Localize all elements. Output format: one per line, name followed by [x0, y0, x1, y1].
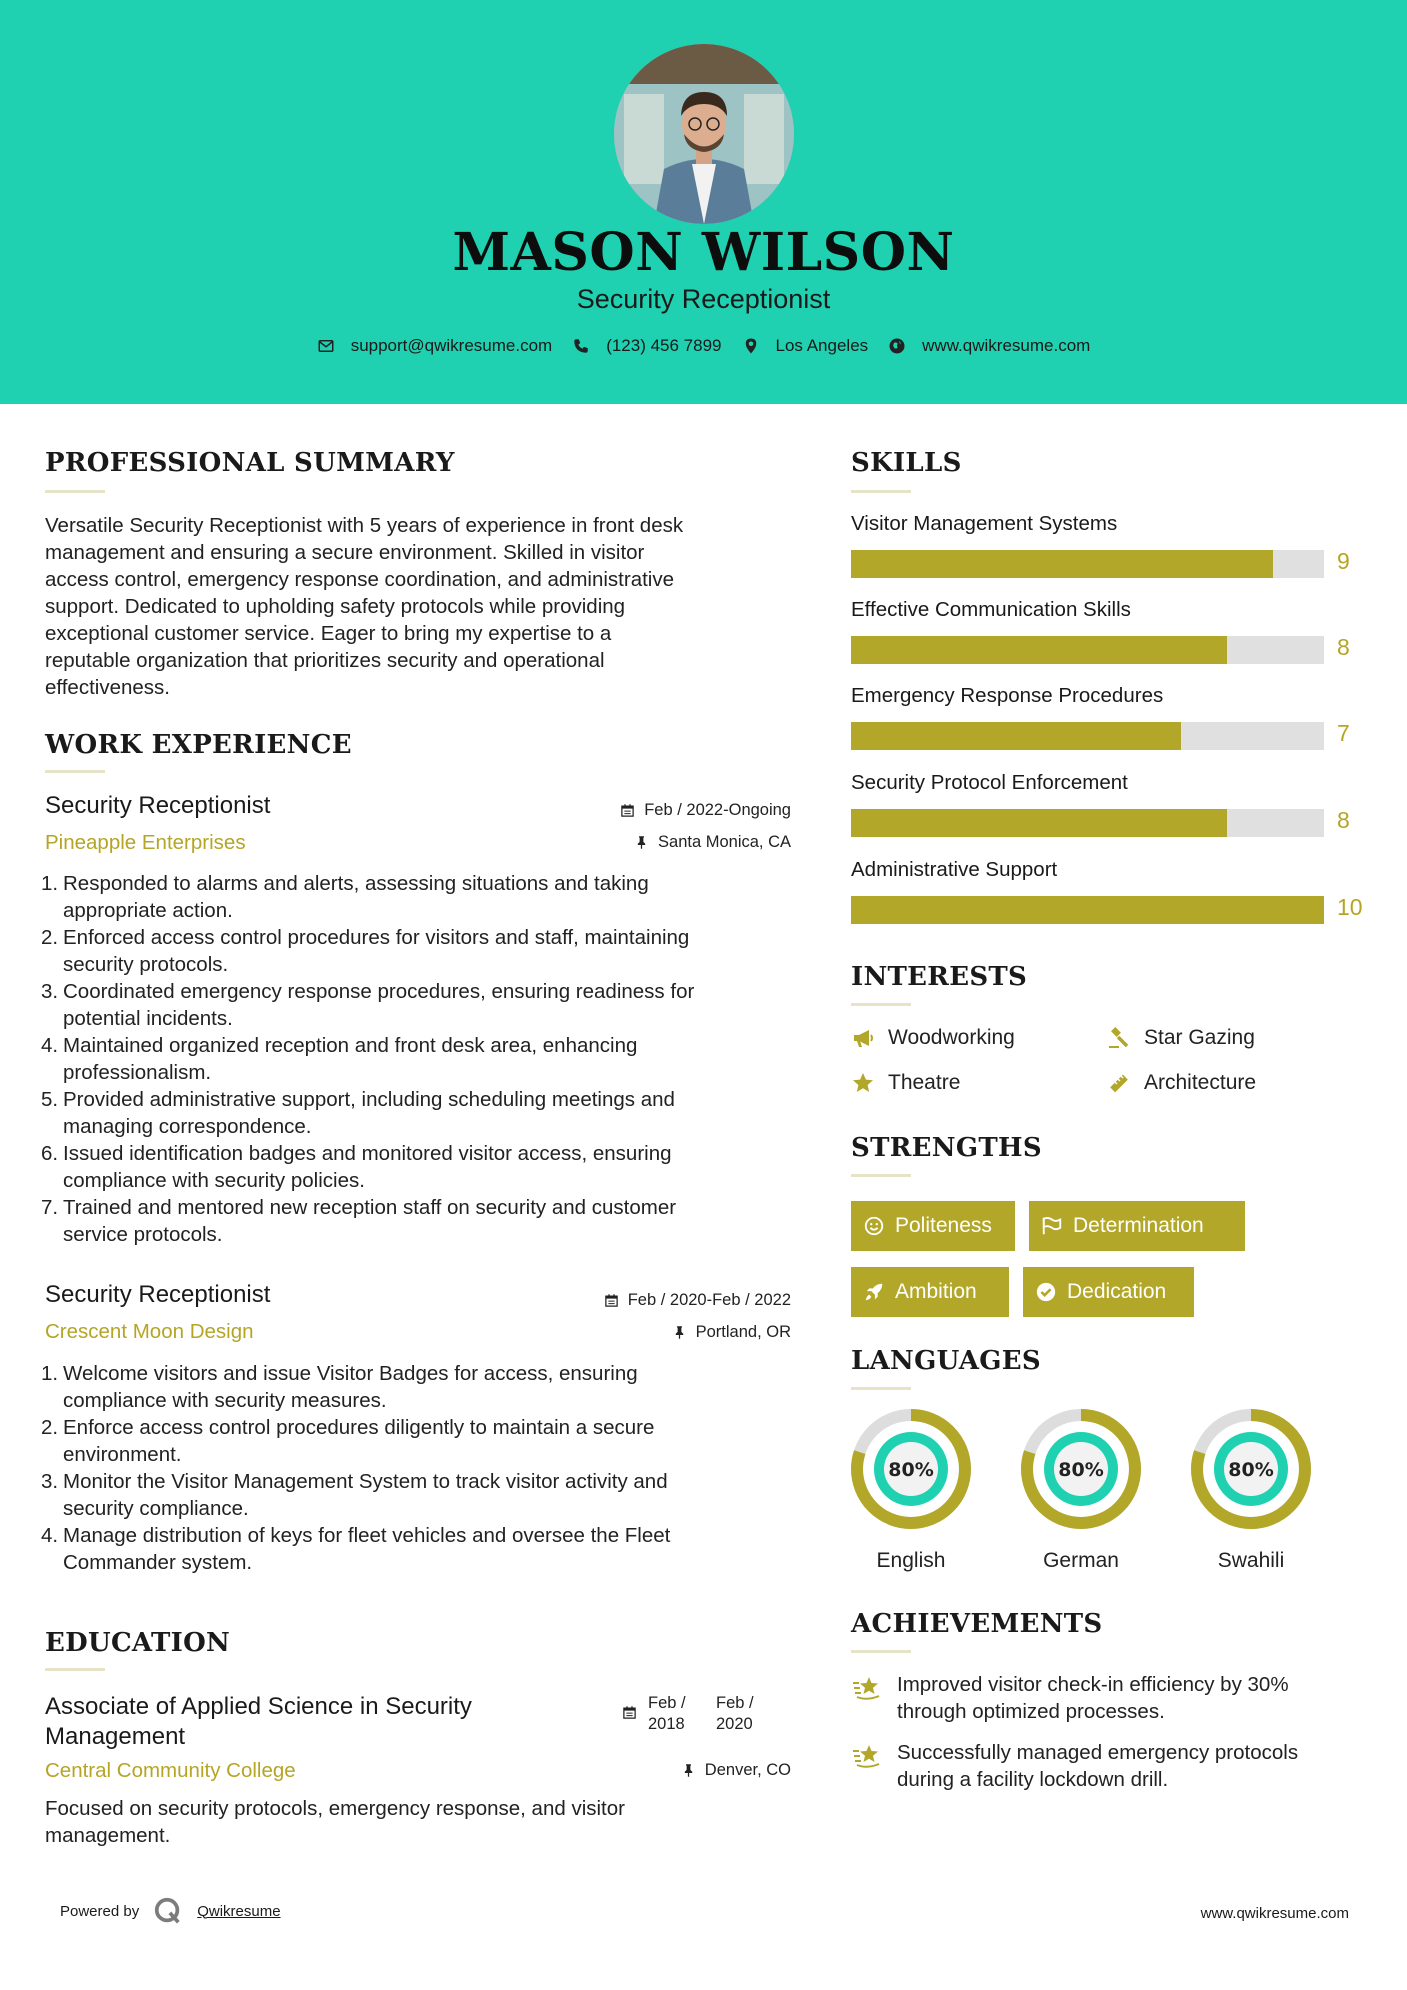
list-item: 1. Welcome visitors and issue Visitor Badges for access, ensuring compliance with security measures.	[41, 1362, 638, 1412]
language-percent: 80%	[1228, 1459, 1274, 1481]
interest-item: Architecture	[1107, 1071, 1256, 1095]
language-percent: 80%	[888, 1459, 934, 1481]
envelope-icon	[317, 337, 335, 355]
list-item: 6. Issued identification badges and monitored visitor access, ensuring compliance with security policies.	[41, 1142, 672, 1192]
location-text: Los Angeles	[775, 336, 869, 355]
skill-score: 8	[1337, 807, 1350, 833]
qwikresume-logo-icon	[153, 1896, 183, 1926]
skill-name: Effective Communication Skills	[851, 598, 1131, 621]
strength-tag: Politeness	[851, 1201, 1015, 1251]
language-item	[1191, 1409, 1311, 1572]
list-item: 3. Monitor the Visitor Management System to track visitor activity and security compliance.	[41, 1470, 668, 1520]
contact-phone[interactable]	[572, 336, 721, 356]
phone-text: (123) 456 7899	[606, 336, 722, 355]
smile-icon	[863, 1215, 885, 1237]
skills-divider	[851, 490, 911, 493]
skill-score: 10	[1337, 894, 1363, 920]
achievements-heading: ACHIEVEMENTS	[851, 1609, 1103, 1639]
skill-score: 9	[1337, 548, 1350, 574]
interests-heading: INTERESTS	[851, 962, 1028, 992]
profile-photo	[614, 44, 794, 224]
calendar-icon	[622, 1705, 637, 1720]
globe-icon	[888, 337, 906, 355]
summary-divider	[45, 490, 105, 493]
list-item: 1. Responded to alarms and alerts, assessing situations and taking appropriate action.	[41, 872, 649, 922]
footer-website[interactable]: www.qwikresume.com	[1200, 1905, 1349, 1922]
skill-bar	[851, 809, 1324, 837]
skill-score: 7	[1337, 720, 1350, 746]
education-heading: EDUCATION	[45, 1628, 231, 1658]
list-item: 2. Enforce access control procedures diligently to maintain a secure environment.	[41, 1416, 655, 1466]
pushpin-icon	[681, 1763, 696, 1778]
degree-title: Associate of Applied Science in Security Management	[45, 1693, 472, 1750]
strengths-divider	[851, 1174, 911, 1177]
language-item	[1021, 1409, 1141, 1572]
skill-bar	[851, 636, 1324, 664]
contact-location	[742, 336, 869, 356]
achievement-text: Improved visitor check-in efficiency by 30% through optimized processes.	[897, 1673, 1289, 1723]
calendar-icon	[620, 803, 635, 818]
map-pin-icon	[742, 337, 760, 355]
language-name: German	[1043, 1549, 1119, 1572]
summary-line: reputable organization that prioritizes security and operational	[45, 649, 605, 672]
job-title: Security Receptionist	[45, 1281, 271, 1308]
list-item: 7. Trained and mentored new reception staff on security and customer service protocols.	[41, 1196, 677, 1246]
candidate-name: MASON WILSON	[452, 222, 955, 283]
summary-line: Versatile Security Receptionist with 5 years of experience in front desk	[45, 514, 684, 537]
summary-heading: PROFESSIONAL SUMMARY	[45, 448, 455, 478]
gavel-icon	[1107, 1026, 1131, 1050]
experience-divider	[45, 770, 105, 773]
pushpin-icon	[634, 835, 649, 850]
school-name: Central Community College	[45, 1759, 296, 1782]
strength-tag: Dedication	[1023, 1267, 1194, 1317]
language-donut	[1191, 1409, 1311, 1529]
skill-bar	[851, 722, 1324, 750]
list-item: 5. Provided administrative support, including scheduling meetings and managing correspondence.	[41, 1088, 675, 1138]
skill-bar-fill	[851, 896, 1324, 924]
ruler-icon	[1107, 1071, 1131, 1095]
interest-item: Theatre	[851, 1071, 960, 1095]
phone-icon	[572, 337, 590, 355]
rocket-icon	[863, 1281, 885, 1303]
summary-line: effectiveness.	[45, 676, 170, 699]
qwikresume-link[interactable]: Qwikresume	[197, 1902, 281, 1920]
skill-bar-fill	[851, 809, 1227, 837]
language-donut	[851, 1409, 971, 1529]
strengths-heading: STRENGTHS	[851, 1133, 1042, 1163]
interest-item: Star Gazing	[1107, 1026, 1255, 1050]
interests-divider	[851, 1003, 911, 1006]
skill-name: Visitor Management Systems	[851, 512, 1118, 535]
education-location: Denver, CO	[500, 1761, 791, 1780]
skill-name: Security Protocol Enforcement	[851, 771, 1128, 794]
list-item: 4. Manage distribution of keys for fleet vehicles and oversee the Fleet Commander system.	[41, 1524, 671, 1574]
powered-by-label: Powered by	[60, 1902, 140, 1920]
skill-name: Emergency Response Procedures	[851, 684, 1164, 707]
resume-header	[0, 0, 1407, 404]
contact-website[interactable]	[888, 336, 1090, 356]
experience-heading: WORK EXPERIENCE	[45, 730, 352, 760]
contact-bar	[0, 336, 1407, 356]
company-name: Pineapple Enterprises	[45, 831, 246, 854]
job-dates: Feb / 2022-Ongoing	[500, 801, 791, 820]
achievement-item	[851, 1671, 1371, 1725]
interest-item: Woodworking	[851, 1026, 1015, 1050]
job-duties	[41, 870, 795, 1248]
skill-bar	[851, 550, 1324, 578]
website-text: www.qwikresume.com	[922, 336, 1091, 355]
skill-name: Administrative Support	[851, 858, 1058, 881]
summary-line: access control, emergency response coordination, and administrative	[45, 568, 674, 591]
skill-bar	[851, 896, 1324, 924]
language-item	[851, 1409, 971, 1572]
job-title: Security Receptionist	[45, 792, 271, 819]
skill-score: 8	[1337, 634, 1350, 660]
skill-bar-fill	[851, 550, 1273, 578]
language-name: English	[876, 1549, 946, 1572]
check-circle-icon	[1035, 1281, 1057, 1303]
skills-heading: SKILLS	[851, 448, 962, 478]
list-item: 3. Coordinated emergency response procedures, ensuring readiness for potential incidents.	[41, 980, 695, 1030]
email-text: support@qwikresume.com	[350, 336, 553, 355]
education-divider	[45, 1668, 105, 1671]
footer-branding	[60, 1896, 281, 1926]
list-item: 4. Maintained organized reception and front desk area, enhancing professionalism.	[41, 1034, 638, 1084]
bullhorn-icon	[851, 1026, 875, 1050]
list-item: 2. Enforced access control procedures for visitors and staff, maintaining security protocols.	[41, 926, 690, 976]
award-star-icon	[851, 1739, 883, 1771]
job-location: Santa Monica, CA	[500, 833, 791, 852]
education-description: Focused on security protocols, emergency response, and visitor management.	[45, 1797, 625, 1847]
language-percent: 80%	[1058, 1459, 1104, 1481]
pushpin-icon	[672, 1325, 687, 1340]
candidate-title: Security Receptionist	[576, 284, 831, 314]
language-name: Swahili	[1217, 1549, 1285, 1572]
achievement-text: Successfully managed emergency protocols during a facility lockdown drill.	[897, 1741, 1299, 1791]
flag-icon	[1041, 1215, 1063, 1237]
achievements-divider	[851, 1650, 911, 1653]
skill-bar-fill	[851, 636, 1227, 664]
calendar-icon	[604, 1293, 619, 1308]
summary-line: exceptional customer service. Eager to bring my expertise to a	[45, 622, 612, 645]
contact-email[interactable]	[317, 336, 553, 356]
award-star-icon	[851, 1671, 883, 1703]
job-duties	[41, 1360, 795, 1576]
job-dates: Feb / 2020-Feb / 2022	[500, 1291, 791, 1310]
languages-divider	[851, 1387, 911, 1390]
job-location: Portland, OR	[500, 1323, 791, 1342]
company-name: Crescent Moon Design	[45, 1320, 254, 1343]
summary-text	[45, 512, 785, 701]
languages-heading: LANGUAGES	[851, 1346, 1041, 1376]
strength-tag: Determination	[1029, 1201, 1245, 1251]
achievement-item	[851, 1739, 1371, 1793]
summary-line: management and ensuring a secure environment. Skilled in visitor	[45, 541, 645, 564]
strength-tag: Ambition	[851, 1267, 1009, 1317]
skill-bar-fill	[851, 722, 1181, 750]
language-donut	[1021, 1409, 1141, 1529]
summary-line: support. Dedicated to upholding safety protocols while providing	[45, 595, 626, 618]
star-icon	[851, 1071, 875, 1095]
